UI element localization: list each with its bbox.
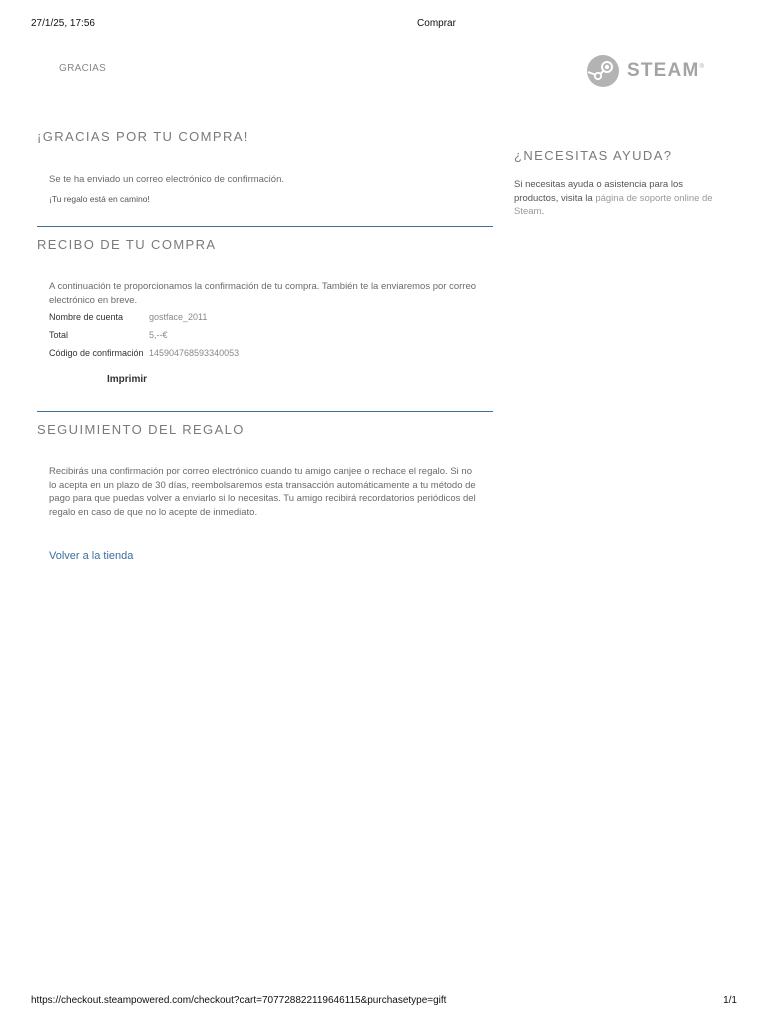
- print-footer: [0, 995, 768, 1009]
- receipt-intro: A continuación te proporcionamos la confirmación de tu compra. También te la enviaremos por correo electrónico en breve.: [49, 281, 477, 306]
- email-sent-text: Se te ha enviado un correo electrónico de confirmación.: [49, 174, 284, 185]
- print-button[interactable]: Imprimir: [107, 374, 148, 385]
- print-page-title: Comprar: [417, 18, 456, 29]
- section-divider: [37, 411, 493, 412]
- support-page-link[interactable]: página de soporte online de Steam: [514, 192, 713, 217]
- tracking-text: Recibirás una confirmación por correo electrónico cuando tu amigo canjee o rechace el regalo. Si no lo acepta en un plazo de 30 días, reembolsaremos esta transacción automáticamente a tu método de pago para que puedas volver a enviarlo si lo necesitas. Tu amigo recibirá recordatorios periódicos del regalo en caso de que no lo acepte de inmediato.: [49, 466, 476, 518]
- receipt-label: Nombre de cuenta: [49, 312, 124, 322]
- thanks-title: ¡GRACIAS POR TU COMPRA!: [37, 129, 249, 144]
- tracking-title: SEGUIMIENTO DEL REGALO: [37, 422, 245, 437]
- print-header: [0, 18, 768, 32]
- receipt-label: Código de confirmación: [49, 348, 144, 358]
- breadcrumb: GRACIAS: [59, 63, 107, 74]
- section-divider: [37, 226, 493, 227]
- print-datetime: 27/1/25, 17:56: [31, 18, 95, 29]
- receipt-value: 5,--€: [149, 330, 168, 340]
- gift-on-way-text: ¡Tu regalo está en camino!: [49, 194, 150, 204]
- help-text: Si necesitas ayuda o asistencia para los productos, visita la página de soporte online de Steam.: [514, 179, 713, 217]
- print-url: https://checkout.steampowered.com/checkout?cart=707728822119646115&purchasetype=gift: [31, 995, 447, 1006]
- steam-logo-icon: [587, 55, 619, 87]
- print-page-number: 1/1: [723, 995, 737, 1006]
- back-to-store-link[interactable]: Volver a la tienda: [49, 550, 134, 562]
- receipt-value: gostface_2011: [149, 312, 208, 322]
- receipt-title: RECIBO DE TU COMPRA: [37, 237, 217, 252]
- receipt-value: 145904768593340053: [149, 348, 240, 358]
- help-title: ¿NECESITAS AYUDA?: [514, 148, 673, 163]
- receipt-label: Total: [49, 330, 69, 340]
- steam-logo-text: STEAM®: [627, 60, 706, 81]
- steam-logo[interactable]: [587, 54, 705, 88]
